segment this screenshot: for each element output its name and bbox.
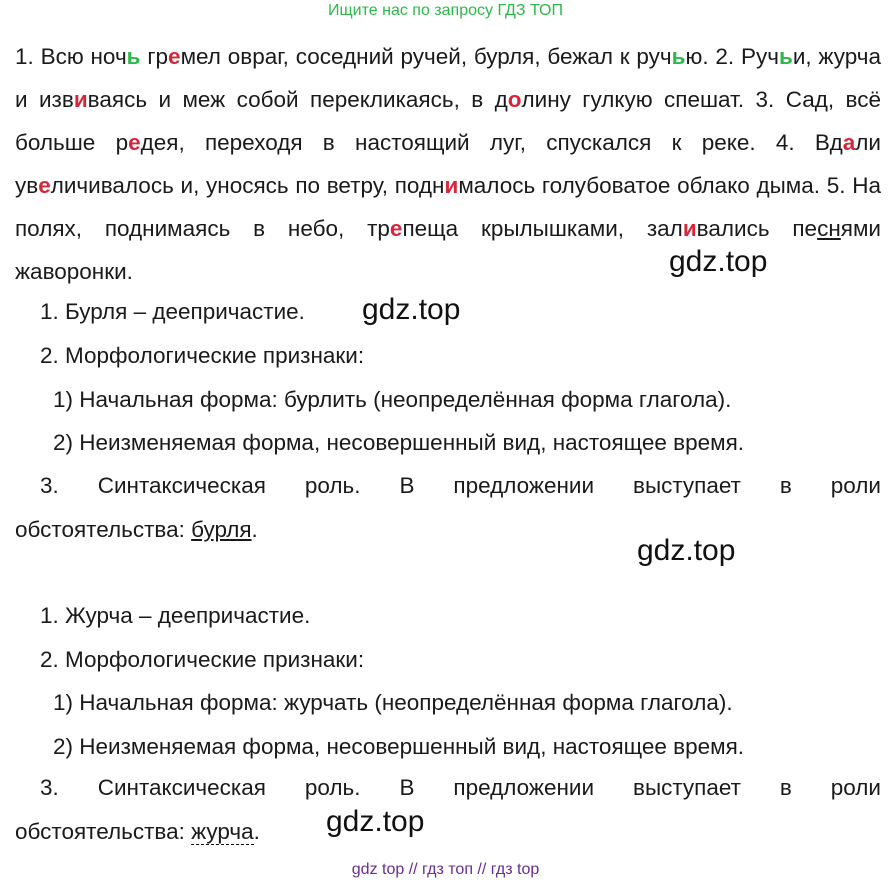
footer-links: gdz top // гдз топ // гдз top — [351, 861, 540, 878]
analysis-1-features: 2) Неизменяемая форма, несовершенный вид, настоящее время. — [53, 430, 745, 455]
ad-banner-text: Ищите нас по запросу ГДЗ ТОП — [328, 2, 563, 19]
watermark: gdz.top — [669, 245, 768, 278]
analysis-2-features: 2) Неизменяемая форма, несовершенный вид, настоящее время. — [53, 734, 745, 759]
analysis-2-syntax-tail: обстоятельства: журча. — [15, 819, 260, 844]
analysis-2-syntax-line: 3. Синтаксическая роль. В предложении выступает в роли — [40, 775, 881, 800]
exercise-text: 1. Всю ночь гремел овраг, соседний ручей, бурля, бежал к ручью. 2. Ручьи, журча и извиваясь и меж собой перекликаясь, в долину гулкую спешат. 3. Сад, всё больше редея, переходя в настоящий луг, спускался к реке. 4. Вдали увеличивалось и, уносясь по ветру, поднималось голубоватое облако дыма. 5. На полях, поднимаясь в небо, трепеща крылышками, заливались песнями жаворонки. — [15, 44, 881, 284]
watermark: gdz.top — [362, 293, 461, 326]
analysis-1-syntax-tail: обстоятельства: бурля. — [15, 517, 258, 542]
watermark: gdz.top — [326, 805, 425, 838]
analysis-2-title: 1. Журча – деепричастие. — [40, 603, 311, 628]
analysis-1-syntax-line: 3. Синтаксическая роль. В предложении выступает в роли — [40, 473, 881, 498]
analysis-1-initial-form: 1) Начальная форма: бурлить (неопределённая форма глагола). — [53, 387, 732, 412]
watermark: gdz.top — [637, 534, 736, 567]
analysis-1-title: 1. Бурля – деепричастие. — [40, 299, 305, 324]
analysis-1-morph-heading: 2. Морфологические признаки: — [40, 343, 365, 368]
analysis-2-morph-heading: 2. Морфологические признаки: — [40, 647, 365, 672]
analysis-2-initial-form: 1) Начальная форма: журчать (неопределённая форма глагола). — [53, 690, 733, 715]
analysis-1-word: бурля — [191, 517, 252, 542]
analysis-2-word: журча — [191, 819, 254, 844]
